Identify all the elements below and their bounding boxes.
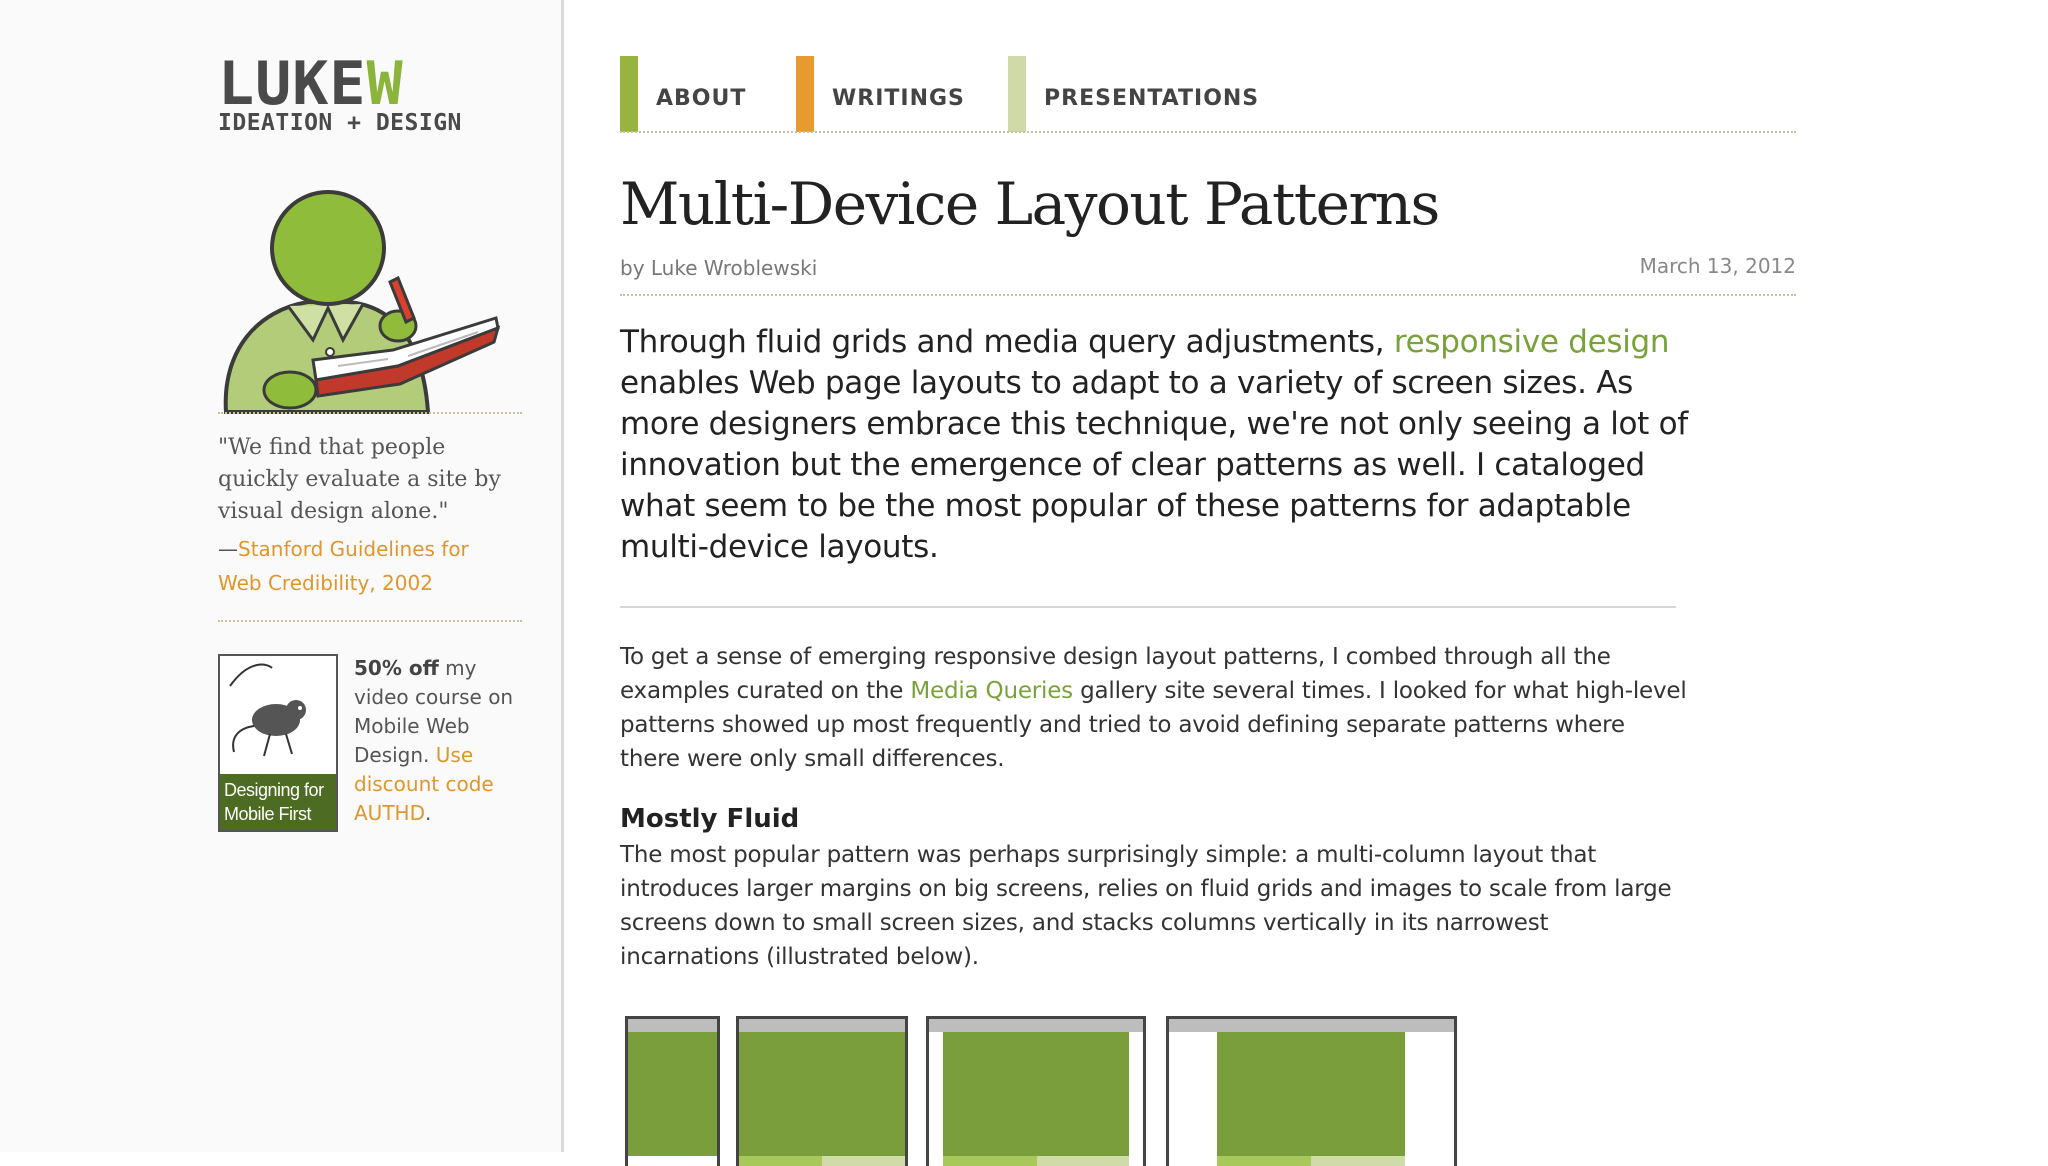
layout-diagram-large: [926, 1016, 1146, 1166]
diagram-header: [1169, 1019, 1454, 1032]
sidebar-border: [561, 0, 564, 1152]
course-promo: 50% off my video course on Mobile Web Design. Use discount code AUTHD.: [354, 656, 514, 825]
sidebar-divider: [218, 620, 522, 622]
diagram-sub-column: [1037, 1156, 1129, 1166]
diagram-header: [739, 1019, 905, 1032]
main-nav: [620, 56, 1796, 134]
book-title: Designing for Mobile First: [220, 774, 336, 830]
gerbil-illustration: [220, 656, 336, 774]
promo-discount: 50% off: [354, 656, 439, 680]
article-paragraph: To get a sense of emerging responsive design layout patterns, I combed through all the examples curated on the Media Queries gallery site several times. I looked for what high-level patterns showed up most frequently and tried to avoid defining separate patterns where there were only small differences.: [620, 644, 1687, 772]
discount-code-link[interactable]: Use discount code AUTHD: [354, 743, 494, 825]
nav-color-tab: [796, 56, 814, 132]
diagram-sub-column: [822, 1156, 905, 1166]
quote-source-link[interactable]: Stanford Guidelines for Web Credibility, 2002: [218, 537, 469, 595]
nav-color-tab: [620, 56, 638, 132]
intro-divider: [620, 606, 1676, 608]
quote-source: —Stanford Guidelines for Web Credibility, 2002: [218, 537, 469, 595]
nav-divider: [620, 131, 1796, 133]
sidebar-divider: [218, 412, 522, 414]
nav-label: WRITINGS: [832, 86, 965, 111]
layout-diagram-small: [625, 1016, 720, 1166]
responsive-design-link[interactable]: responsive design: [1393, 324, 1670, 360]
sidebar: [0, 0, 563, 1152]
layout-diagram-medium: [736, 1016, 908, 1166]
logo-tagline: IDEATION + DESIGN: [218, 110, 462, 136]
layout-diagram-xlarge: [1166, 1016, 1457, 1166]
diagram-main-column: [1217, 1032, 1405, 1156]
diagram-main-column: [628, 1032, 717, 1156]
mascot-reading-illustration: [218, 190, 518, 415]
article-byline: by Luke Wroblewski: [620, 256, 818, 280]
logo-wordmark: LUKEW: [218, 49, 404, 119]
article-intro: Through fluid grids and media query adjustments, responsive design enables Web page layouts to adapt to a variety of screen sizes. As more designers embrace this technique, we're not only seeing a lot of innovation but the emergence of clear patterns as well. I cataloged what seem to be the most popular of these patterns for adaptable multi-device layouts.: [620, 324, 1688, 565]
article-title: Multi-Device Layout Patterns: [620, 170, 1439, 238]
nav-label: ABOUT: [656, 86, 747, 111]
article-date: March 13, 2012: [1639, 254, 1796, 278]
meta-divider: [620, 294, 1796, 296]
diagram-main-column: [943, 1032, 1129, 1156]
diagram-sub-column: [1311, 1156, 1405, 1166]
sidebar-quote: "We find that people quickly evaluate a site by visual design alone.": [218, 435, 501, 524]
diagram-header: [628, 1019, 717, 1032]
logo-accent: W: [366, 49, 404, 119]
diagram-sub-column: [1217, 1156, 1311, 1166]
diagram-header: [929, 1019, 1143, 1032]
section-heading: Mostly Fluid: [620, 804, 800, 834]
diagram-main-column: [739, 1032, 905, 1156]
nav-color-tab: [1008, 56, 1026, 132]
book-cover[interactable]: [218, 654, 338, 832]
nav-label: PRESENTATIONS: [1044, 86, 1260, 111]
media-queries-link[interactable]: Media Queries: [910, 678, 1073, 704]
diagram-sub-column: [739, 1156, 822, 1166]
diagram-sub-column: [943, 1156, 1037, 1166]
site-logo[interactable]: [218, 49, 500, 136]
article-paragraph: The most popular pattern was perhaps surprisingly simple: a multi-column layout that introduces larger margins on big screens, relies on fluid grids and images to scale from large screens down to small screen sizes, and stacks columns vertically in its narrowest incarnations (illustrated below).: [620, 842, 1672, 970]
